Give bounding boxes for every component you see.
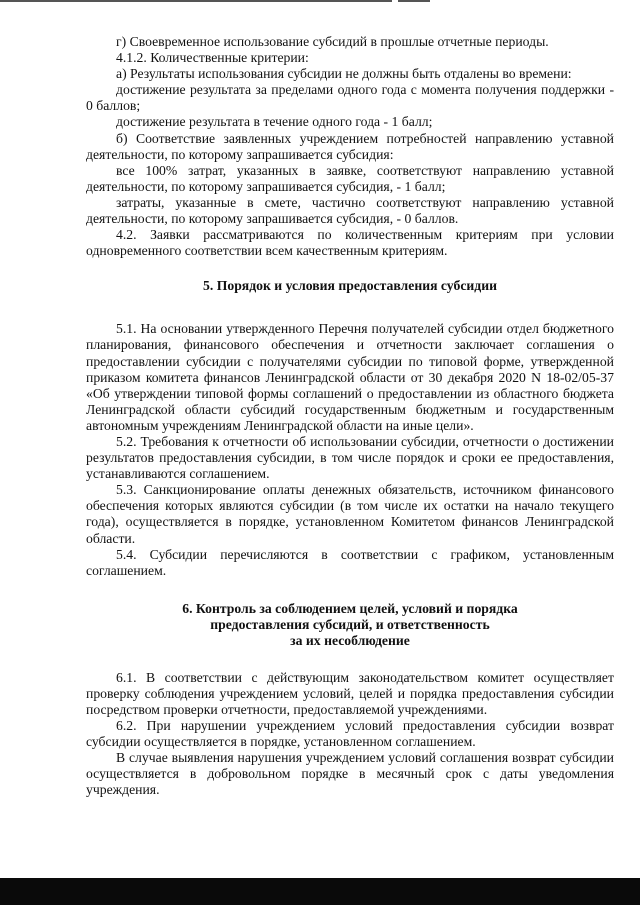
clause-6-1: 6.1. В соответствии с действующим законодательством комитет осуществляет проверку соблюдения учреждением условий, целей и порядка предоставления субсидии посредством проверки отчетности, предоставляемой учреждениями.: [86, 669, 614, 717]
clause-5-4: 5.4. Субсидии перечисляются в соответствии с графиком, установленным соглашением.: [86, 546, 614, 578]
section-6-heading-line-1: 6. Контроль за соблюдением целей, условий и порядка: [182, 600, 518, 616]
scan-top-edge-line-fragment: [398, 0, 430, 2]
section-6-heading-line-2: предоставления субсидий, и ответственность: [210, 616, 490, 632]
clause-6-2-refund: В случае выявления нарушения учреждением условий соглашения возврат субсидии осуществляется в добровольном порядке в месячный срок с даты уведомления учреждения.: [86, 750, 614, 798]
document-page: [86, 34, 614, 799]
scan-top-edge-line: [0, 0, 392, 2]
clause-5-1: 5.1. На основании утвержденного Перечня получателей субсидии отдел бюджетного планирования, финансового обеспечения и отчетности заключает соглашения о предоставлении субсидии с получателями субсидии по типовой форме, утвержденной приказом комитета финансов Ленинградской области от 30 декабря 2020 N 18-02/05-37 «Об утверждении типовой формы соглашений о предоставлении из областного бюджета Ленинградской области субсидий государственным бюджетным и государственным автономным учреждениям Ленинградской области на иные цели».: [86, 321, 614, 433]
scan-bottom-black-bar: [0, 878, 640, 905]
clause-4-2: 4.2. Заявки рассматриваются по количественным критериям при условии одновременного соответствии всем качественным критериям.: [86, 227, 614, 259]
criterion-a-1-point: достижение результата в течение одного года - 1 балл;: [116, 114, 433, 130]
clause-4-1-2: 4.1.2. Количественные критерии:: [116, 50, 309, 66]
clause-5-2: 5.2. Требования к отчетности об использовании субсидии, отчетности о достижении результатов предоставления субсидии, в том числе порядок и сроки ее предоставления, устанавливаются соглашением.: [86, 433, 614, 482]
criterion-a: а) Результаты использования субсидии не должны быть отдалены во времени:: [116, 66, 572, 82]
section-5-heading: 5. Порядок и условия предоставления субсидии: [203, 278, 497, 294]
criterion-b: б) Соответствие заявленных учреждением потребностей направлению уставной деятельности, по которому запрашивается субсидия:: [86, 130, 614, 162]
clause-5-3: 5.3. Санкционирование оплаты денежных обязательств, источником финансового обеспечения которых являются субсидии (в том числе их остатки на начало текущего года), осуществляется в порядке, установленном Комитетом финансов Ленинградской области.: [86, 482, 614, 546]
section-6-heading-line-3: за их несоблюдение: [290, 632, 410, 648]
criterion-b-0-points: затраты, указанные в смете, частично соответствуют направлению уставной деятельности, по которому запрашивается субсидия, - 0 баллов.: [86, 194, 614, 227]
section-6-heading: [86, 601, 614, 649]
criterion-g: г) Своевременное использование субсидий в прошлые отчетные периоды.: [116, 34, 549, 49]
clause-6-2: 6.2. При нарушении учреждением условий предоставления субсидии возврат субсидии осуществляется в порядке, установленном соглашением.: [86, 718, 614, 750]
criterion-b-1-point: все 100% затрат, указанных в заявке, соответствуют направлению уставной деятельности, по которому запрашивается субсидия, - 1 балл;: [86, 162, 614, 194]
criterion-a-0-points: достижение результата за пределами одного года с момента получения поддержки - 0 баллов;: [86, 82, 614, 114]
